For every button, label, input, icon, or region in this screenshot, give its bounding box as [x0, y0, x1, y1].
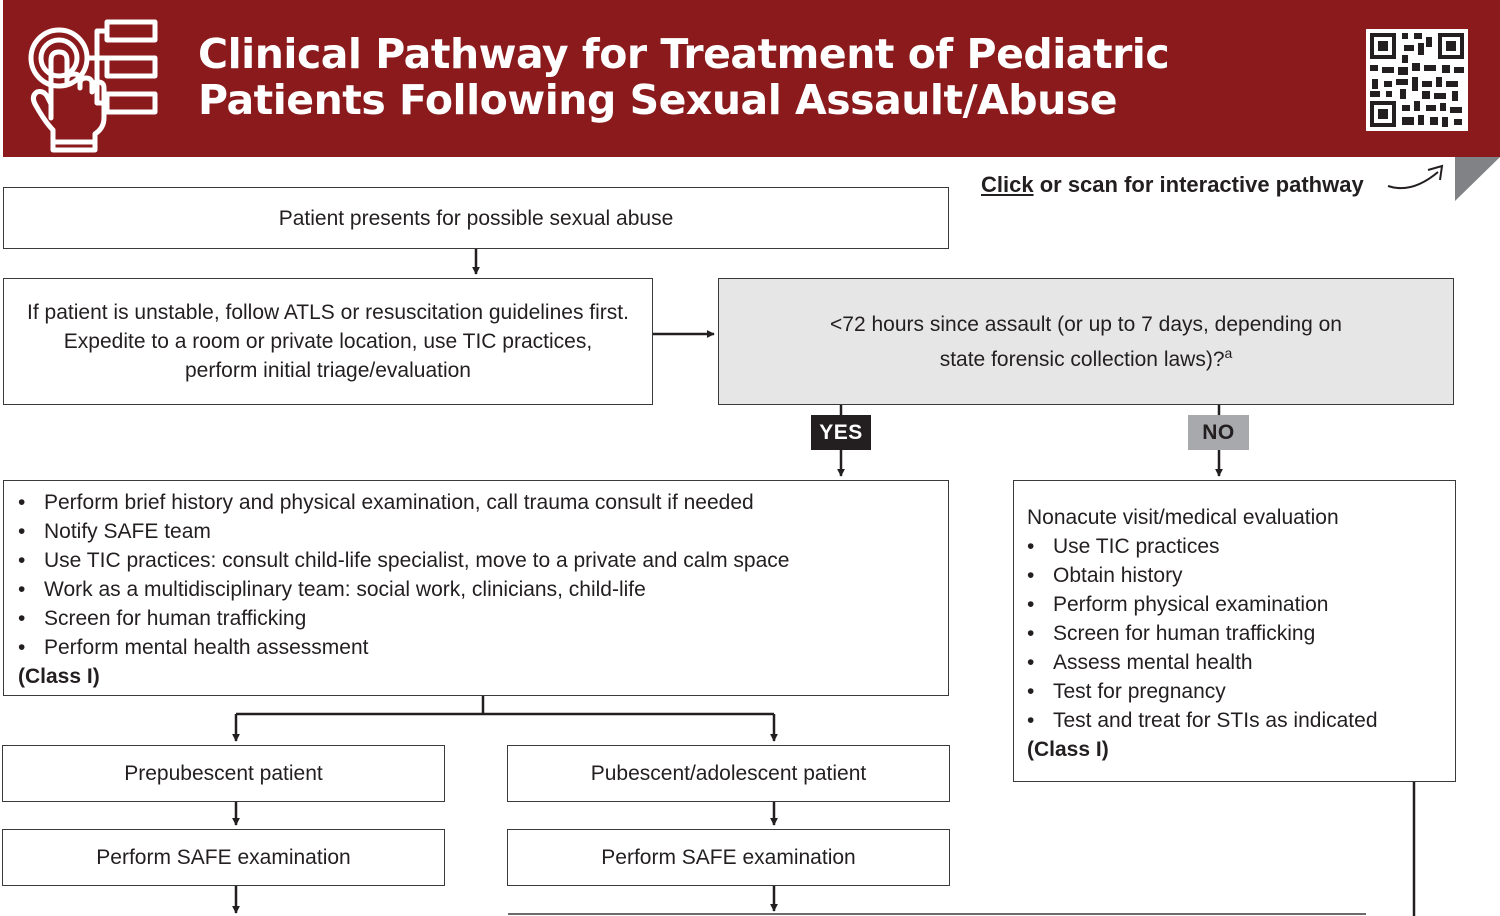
node-unstable-line-3: perform initial triage/evaluation [185, 359, 471, 382]
node-safe-exam-pubescent [507, 829, 950, 886]
node-unstable-line-2: Expedite to a room or private location, use TIC practices, [63, 330, 593, 353]
page-title-line-2: Patients Following Sexual Assault/Abuse [198, 76, 1118, 124]
decision-footnote: a [1224, 344, 1233, 361]
node-unstable-triage [3, 278, 653, 405]
nonacute-item: • Obtain history [1027, 561, 1442, 590]
acute-item: • Screen for human trafficking [18, 604, 934, 633]
acute-item: • Work as a multidisciplinary team: social work, clinicians, child-life [18, 575, 934, 604]
click-link[interactable]: Click [981, 172, 1034, 197]
page-title-line-1: Clinical Pathway for Treatment of Pediatric [198, 30, 1170, 78]
nonacute-item: • Perform physical examination [1027, 590, 1442, 619]
acute-item: • Notify SAFE team [18, 517, 934, 546]
acute-item: • Use TIC practices: consult child-life specialist, move to a private and calm space [18, 546, 934, 575]
node-unstable-line-1: If patient is unstable, follow ATLS or resuscitation guidelines first. [27, 301, 629, 324]
nonacute-item: • Assess mental health [1027, 648, 1442, 677]
nonacute-item: • Use TIC practices [1027, 532, 1442, 561]
node-patient-presents-text: Patient presents for possible sexual abuse [278, 206, 674, 230]
acute-item: • Perform brief history and physical examination, call trauma consult if needed [18, 488, 934, 517]
nonacute-class-label: (Class I) [1027, 738, 1109, 761]
node-safe-exam-prepubescent [2, 829, 445, 886]
nonacute-item: • Test and treat for STIs as indicated [1027, 706, 1442, 735]
decision-line-2: state forensic collection laws)? [939, 347, 1225, 371]
acute-item: • Perform mental health assessment [18, 633, 934, 662]
node-72-hours-decision [718, 278, 1454, 405]
nonacute-heading: Nonacute visit/medical evaluation [1027, 506, 1339, 529]
node-acute-steps [3, 480, 949, 696]
no-label: NO [1188, 415, 1249, 450]
node-pubescent-text: Pubescent/adolescent patient [590, 762, 867, 785]
node-safe-exam-left-text: Perform SAFE examination [96, 846, 351, 869]
caption-rest: or scan for interactive pathway [1033, 172, 1364, 197]
node-patient-presents [3, 187, 949, 249]
node-prepubescent-text: Prepubescent patient [124, 762, 323, 785]
node-safe-exam-right-text: Perform SAFE examination [601, 846, 856, 869]
nonacute-item: • Screen for human trafficking [1027, 619, 1442, 648]
node-pubescent [507, 745, 950, 802]
node-prepubescent [2, 745, 445, 802]
acute-class-label: (Class I) [18, 665, 100, 688]
yes-label: YES [811, 415, 871, 450]
decision-line-1: <72 hours since assault (or up to 7 days, depending on [830, 312, 1342, 336]
node-nonacute-evaluation [1013, 480, 1456, 782]
nonacute-item: • Test for pregnancy [1027, 677, 1442, 706]
